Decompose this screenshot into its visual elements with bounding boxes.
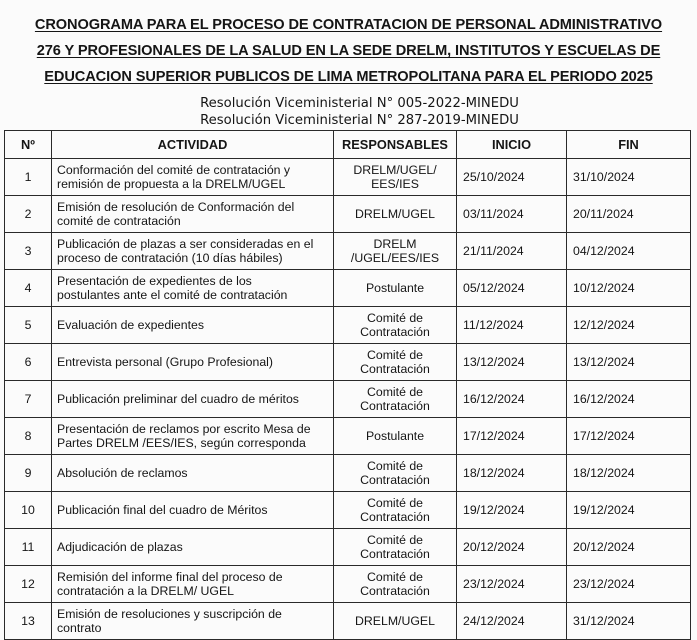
inicio-date: 17/12/2024 xyxy=(463,429,525,443)
resolutions xyxy=(0,95,697,129)
fin-date: 23/12/2024 xyxy=(573,577,635,591)
cell-fin xyxy=(567,492,691,529)
inicio-date: 24/12/2024 xyxy=(463,614,525,628)
cell-number xyxy=(5,566,52,603)
row-number: 12 xyxy=(21,577,35,591)
inicio-date: 11/12/2024 xyxy=(463,318,524,332)
responsable-line-2: Contratación xyxy=(360,399,430,413)
table-row xyxy=(5,344,691,381)
table-row xyxy=(5,566,691,603)
cell-number xyxy=(5,159,52,196)
actividad-line-2: comité de contratación xyxy=(57,214,181,228)
table-row xyxy=(5,233,691,270)
cell-number xyxy=(5,455,52,492)
actividad-line-1: Publicación preliminar del cuadro de méritos xyxy=(57,392,299,406)
cell-inicio xyxy=(457,344,567,381)
inicio-date: 05/12/2024 xyxy=(463,281,525,295)
header-actividad: ACTIVIDAD xyxy=(52,131,334,159)
cell-actividad xyxy=(52,344,334,381)
fin-date: 18/12/2024 xyxy=(573,466,635,480)
cell-inicio xyxy=(457,566,567,603)
row-number: 5 xyxy=(24,318,32,332)
actividad-line-1: Publicación final del cuadro de Méritos xyxy=(57,503,268,517)
fin-date: 04/12/2024 xyxy=(573,244,635,258)
inicio-date: 13/12/2024 xyxy=(463,355,525,369)
fin-date: 10/12/2024 xyxy=(573,281,635,295)
cell-inicio xyxy=(457,233,567,270)
cell-responsables xyxy=(334,159,457,196)
header-n: Nº xyxy=(5,131,52,159)
cell-fin xyxy=(567,344,691,381)
resolution-2: Resolución Viceministerial N° 287-2019-MINEDU xyxy=(200,113,519,128)
cell-number xyxy=(5,492,52,529)
responsable-line-2: Contratación xyxy=(360,325,430,339)
cell-responsables xyxy=(334,566,457,603)
cell-fin xyxy=(567,529,691,566)
responsable-line-1: Comité de xyxy=(366,533,424,547)
inicio-date: 18/12/2024 xyxy=(463,466,525,480)
table-row xyxy=(5,455,691,492)
cell-responsables xyxy=(334,344,457,381)
actividad-line-2: remisión de propuesta a la DRELM/UGEL xyxy=(57,177,286,191)
fin-date: 20/11/2024 xyxy=(573,207,634,221)
row-number: 7 xyxy=(24,392,32,406)
cell-fin xyxy=(567,270,691,307)
actividad-line-2: contrato xyxy=(57,621,102,635)
actividad-line-1: Adjudicación de plazas xyxy=(57,540,183,554)
actividad-line-1: Absolución de reclamos xyxy=(57,466,188,480)
cell-number xyxy=(5,418,52,455)
responsable-line-1: Postulante xyxy=(365,429,425,443)
row-number: 3 xyxy=(24,244,32,258)
cell-inicio xyxy=(457,492,567,529)
actividad-line-1: Presentación de reclamos por escrito Mesa de xyxy=(57,422,311,436)
table-row xyxy=(5,492,691,529)
actividad-line-1: Entrevista personal (Grupo Profesional) xyxy=(57,355,273,369)
cell-inicio xyxy=(457,270,567,307)
responsable-line-1: DRELM/UGEL/ xyxy=(353,163,437,177)
cell-responsables xyxy=(334,418,457,455)
responsable-line-2: Contratación xyxy=(360,584,430,598)
cell-inicio xyxy=(457,455,567,492)
responsable-line-1: DRELM/UGEL xyxy=(355,207,435,221)
cell-number xyxy=(5,233,52,270)
cell-fin xyxy=(567,455,691,492)
cell-inicio xyxy=(457,381,567,418)
inicio-date: 16/12/2024 xyxy=(463,392,525,406)
row-number: 1 xyxy=(24,170,32,184)
actividad-line-2: proceso de contratación (10 días hábiles) xyxy=(57,251,283,265)
responsable-line-1: DRELM xyxy=(373,237,417,251)
cell-responsables xyxy=(334,381,457,418)
actividad-line-1: Emisión de resoluciones y suscripción de xyxy=(57,607,282,621)
resolution-1: Resolución Viceministerial N° 005-2022-MINEDU xyxy=(200,96,519,111)
inicio-date: 19/12/2024 xyxy=(463,503,525,517)
responsable-line-2: Contratación xyxy=(360,547,430,561)
row-number: 6 xyxy=(24,355,32,369)
responsable-line-1: Comité de xyxy=(366,385,424,399)
inicio-date: 23/12/2024 xyxy=(463,577,525,591)
cell-fin xyxy=(567,307,691,344)
table-header-row xyxy=(5,131,691,159)
fin-date: 12/12/2024 xyxy=(573,318,635,332)
responsable-line-2: EES/IES xyxy=(371,177,419,191)
responsable-line-1: Comité de xyxy=(366,459,424,473)
cell-actividad xyxy=(52,159,334,196)
cell-actividad xyxy=(52,233,334,270)
cell-responsables xyxy=(334,603,457,640)
table-body xyxy=(5,159,691,640)
cell-inicio xyxy=(457,418,567,455)
table-row xyxy=(5,196,691,233)
cell-inicio xyxy=(457,159,567,196)
responsable-line-2: Contratación xyxy=(360,510,430,524)
row-number: 11 xyxy=(21,540,35,554)
cell-actividad xyxy=(52,529,334,566)
cell-actividad xyxy=(52,418,334,455)
cell-actividad xyxy=(52,307,334,344)
actividad-line-2: Partes DRELM /EES/IES, según corresponda xyxy=(57,436,306,450)
cell-number xyxy=(5,381,52,418)
header-inicio: INICIO xyxy=(457,131,567,159)
table-row xyxy=(5,270,691,307)
row-number: 8 xyxy=(24,429,32,443)
cell-inicio xyxy=(457,307,567,344)
cell-inicio xyxy=(457,529,567,566)
cell-fin xyxy=(567,418,691,455)
responsable-line-1: Comité de xyxy=(366,570,424,584)
responsable-line-2: /UGEL/EES/IES xyxy=(350,251,440,265)
fin-date: 19/12/2024 xyxy=(573,503,635,517)
table-row xyxy=(5,159,691,196)
cell-responsables xyxy=(334,492,457,529)
actividad-line-1: Conformación del comité de contratación y xyxy=(57,163,291,177)
responsable-line-1: Comité de xyxy=(366,311,424,325)
cell-fin xyxy=(567,566,691,603)
responsable-line-2: Contratación xyxy=(360,362,430,376)
inicio-date: 20/12/2024 xyxy=(463,540,525,554)
header-responsables: RESPONSABLES xyxy=(334,131,457,159)
actividad-line-2: postulantes ante el comité de contratación xyxy=(57,288,288,302)
actividad-line-1: Remisión del informe final del proceso de xyxy=(57,570,283,584)
cell-actividad xyxy=(52,492,334,529)
responsable-line-1: Postulante xyxy=(365,281,425,295)
cell-fin xyxy=(567,603,691,640)
table-row xyxy=(5,418,691,455)
title-line-3: EDUCACION SUPERIOR PUBLICOS DE LIMA METROPOLITANA PARA EL PERIODO 2025 xyxy=(44,69,653,85)
cell-number xyxy=(5,603,52,640)
cell-number xyxy=(5,270,52,307)
table-row xyxy=(5,529,691,566)
fin-date: 31/12/2024 xyxy=(573,614,635,628)
cell-inicio xyxy=(457,603,567,640)
row-number: 13 xyxy=(21,614,35,628)
header-fin: FIN xyxy=(567,131,691,159)
cell-responsables xyxy=(334,233,457,270)
cell-actividad xyxy=(52,603,334,640)
actividad-line-1: Evaluación de expedientes xyxy=(57,318,204,332)
fin-date: 20/12/2024 xyxy=(573,540,635,554)
title-line-1: CRONOGRAMA PARA EL PROCESO DE CONTRATACION DE PERSONAL ADMINISTRATIVO xyxy=(34,17,663,33)
cell-fin xyxy=(567,159,691,196)
title-line-2: 276 Y PROFESIONALES DE LA SALUD EN LA SEDE DRELM, INSTITUTOS Y ESCUELAS DE xyxy=(36,43,661,59)
actividad-line-2: contratación a la DRELM/ UGEL xyxy=(57,584,235,598)
cell-actividad xyxy=(52,196,334,233)
actividad-line-1: Presentación de expedientes de los xyxy=(57,274,252,288)
actividad-line-1: Emisión de resolución de Conformación del xyxy=(57,200,295,214)
actividad-line-1: Publicación de plazas a ser consideradas en el xyxy=(57,237,314,251)
cell-fin xyxy=(567,196,691,233)
cell-number xyxy=(5,529,52,566)
table-row xyxy=(5,381,691,418)
inicio-date: 03/11/2024 xyxy=(463,207,524,221)
row-number: 10 xyxy=(21,503,35,517)
cell-responsables xyxy=(334,270,457,307)
cell-number xyxy=(5,196,52,233)
row-number: 4 xyxy=(24,281,32,295)
cell-actividad xyxy=(52,381,334,418)
row-number: 9 xyxy=(24,466,32,480)
cell-fin xyxy=(567,233,691,270)
table-row xyxy=(5,307,691,344)
cell-responsables xyxy=(334,196,457,233)
schedule-table xyxy=(4,130,691,640)
table-row xyxy=(5,603,691,640)
cell-responsables xyxy=(334,529,457,566)
row-number: 2 xyxy=(24,207,32,221)
cell-responsables xyxy=(334,455,457,492)
cell-actividad xyxy=(52,270,334,307)
inicio-date: 21/11/2024 xyxy=(463,244,524,258)
cell-fin xyxy=(567,381,691,418)
fin-date: 16/12/2024 xyxy=(573,392,635,406)
fin-date: 13/12/2024 xyxy=(573,355,635,369)
cell-number xyxy=(5,307,52,344)
cell-responsables xyxy=(334,307,457,344)
responsable-line-1: Comité de xyxy=(366,496,424,510)
fin-date: 31/10/2024 xyxy=(573,170,635,184)
fin-date: 17/12/2024 xyxy=(573,429,635,443)
cell-number xyxy=(5,344,52,381)
responsable-line-1: DRELM/UGEL xyxy=(355,614,435,628)
inicio-date: 25/10/2024 xyxy=(463,170,525,184)
cell-actividad xyxy=(52,455,334,492)
cell-inicio xyxy=(457,196,567,233)
cell-actividad xyxy=(52,566,334,603)
responsable-line-1: Comité de xyxy=(366,348,424,362)
document-title xyxy=(0,12,697,90)
responsable-line-2: Contratación xyxy=(360,473,430,487)
